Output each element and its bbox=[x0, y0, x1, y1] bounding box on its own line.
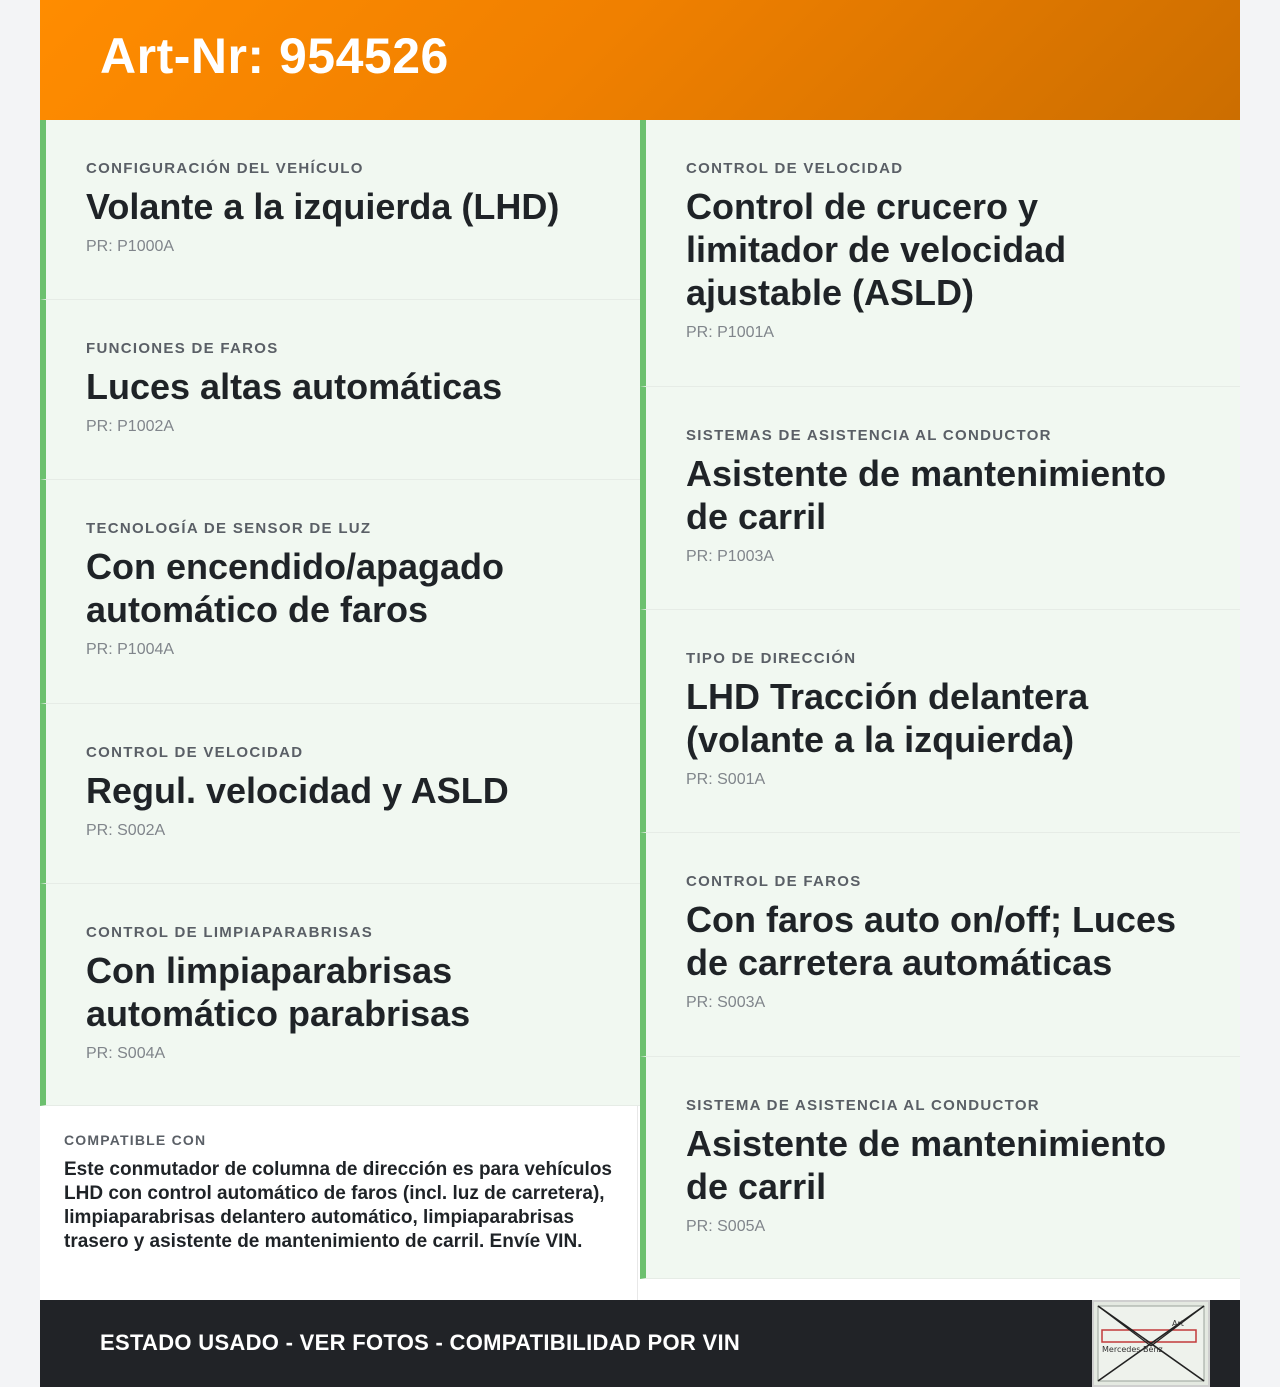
spec-value: Volante a la izquierda (LHD) bbox=[86, 186, 560, 227]
spec-pr-code: PR: P1003A bbox=[686, 548, 775, 565]
spec-card bbox=[40, 704, 640, 884]
spec-category: TIPO DE DIRECCIÓN bbox=[686, 650, 857, 667]
spec-card bbox=[40, 300, 640, 480]
compatibility-text: Este conmutador de columna de dirección es para vehículos LHD con control automático de faros (incl. luz de carretera), limpiaparabrisas delantero automático, limpiaparabrisas trasero y asistente de mantenimiento de carril. Envíe VIN. bbox=[64, 1159, 612, 1252]
spec-pr-code: PR: S002A bbox=[86, 822, 166, 839]
spec-pr-code: PR: S005A bbox=[686, 1218, 766, 1235]
spec-card bbox=[640, 120, 1240, 387]
spec-pr-code: PR: S004A bbox=[86, 1045, 166, 1062]
spec-value: LHD Tracción delantera (volante a la izquierda) bbox=[686, 676, 1089, 760]
spec-value: Control de crucero y limitador de velocidad ajustable (ASLD) bbox=[686, 186, 1067, 313]
spec-sheet bbox=[40, 0, 1240, 1387]
spec-value: Asistente de mantenimiento de carril bbox=[686, 1123, 1167, 1207]
spec-value: Con encendido/apagado automático de faros bbox=[86, 546, 505, 630]
spec-card bbox=[40, 120, 640, 300]
spec-card bbox=[40, 480, 640, 704]
spec-value: Regul. velocidad y ASLD bbox=[86, 770, 509, 811]
spec-pr-code: PR: P1004A bbox=[86, 641, 175, 658]
thumb-label-line1: Art bbox=[1172, 1319, 1184, 1328]
footer-bar bbox=[40, 1300, 1240, 1387]
spec-pr-code: PR: S003A bbox=[686, 994, 766, 1011]
spec-category: CONTROL DE VELOCIDAD bbox=[686, 160, 904, 177]
spec-pr-code: PR: S001A bbox=[686, 771, 766, 788]
spec-category: CONFIGURACIÓN DEL VEHÍCULO bbox=[86, 160, 364, 177]
spec-category: SISTEMA DE ASISTENCIA AL CONDUCTOR bbox=[686, 1097, 1040, 1114]
spec-pr-code: PR: P1001A bbox=[686, 324, 775, 341]
spec-card bbox=[640, 1057, 1240, 1279]
spec-value: Luces altas automáticas bbox=[86, 366, 503, 407]
spec-card bbox=[640, 387, 1240, 610]
label-photo-image bbox=[1094, 1302, 1208, 1385]
compatibility-label: COMPATIBLE CON bbox=[64, 1132, 207, 1148]
right-spec-column bbox=[640, 120, 1240, 1279]
spec-card bbox=[640, 833, 1240, 1057]
left-spec-column bbox=[40, 120, 640, 1106]
spec-category: SISTEMAS DE ASISTENCIA AL CONDUCTOR bbox=[686, 427, 1052, 444]
label-photo-thumbnail[interactable] bbox=[1092, 1300, 1210, 1387]
spec-pr-code: PR: P1000A bbox=[86, 238, 175, 255]
spec-card bbox=[640, 610, 1240, 833]
spec-value: Con faros auto on/off; Luces de carretera automáticas bbox=[686, 899, 1176, 983]
spec-category: TECNOLOGÍA DE SENSOR DE LUZ bbox=[86, 520, 372, 537]
spec-category: FUNCIONES DE FAROS bbox=[86, 340, 279, 357]
footer-status-text: ESTADO USADO - VER FOTOS - COMPATIBILIDAD POR VIN bbox=[100, 1330, 741, 1355]
spec-pr-code: PR: P1002A bbox=[86, 418, 175, 435]
header-banner bbox=[40, 0, 1240, 120]
spec-value: Con limpiaparabrisas automático parabrisas bbox=[86, 950, 471, 1034]
compatibility-section bbox=[40, 1106, 638, 1300]
spec-value: Asistente de mantenimiento de carril bbox=[686, 453, 1167, 537]
article-number-title: Art-Nr: 954526 bbox=[100, 28, 449, 84]
spec-category: CONTROL DE VELOCIDAD bbox=[86, 744, 304, 761]
spec-card bbox=[40, 884, 640, 1106]
spec-category: CONTROL DE LIMPIAPARABRISAS bbox=[86, 924, 374, 941]
thumb-label-line2: Mercedes-Benz bbox=[1102, 1345, 1163, 1354]
spec-category: CONTROL DE FAROS bbox=[686, 873, 862, 890]
